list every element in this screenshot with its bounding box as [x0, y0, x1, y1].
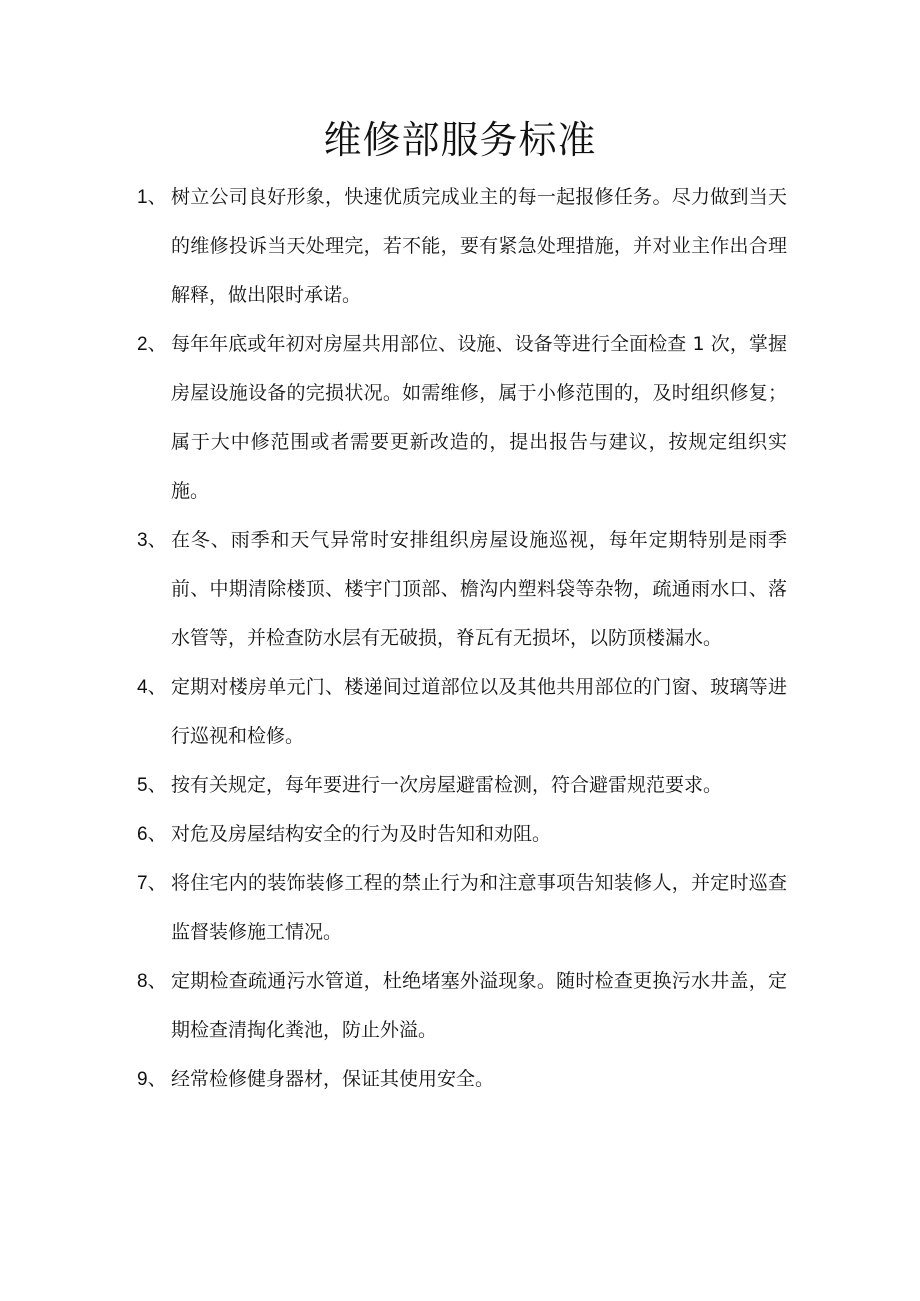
item-number: 8、	[137, 971, 167, 992]
item-text: 经常检修健身器材，保证其使用安全。	[171, 1068, 495, 1090]
item-text: 对危及房屋结构安全的行为及时告知和劝阻。	[171, 823, 552, 845]
list-item	[137, 957, 787, 1055]
item-number: 3、	[137, 530, 167, 551]
list-item	[137, 859, 787, 957]
item-text: 每年年底或年初对房屋共用部位、设施、设备等进行全面检查 1 次，掌握房屋设施设备的完损状况。如需维修，属于小修范围的，及时组织修复；属于大中修范围或者需要更新改造的，提出报告与建议，按规定组织实施。	[171, 333, 787, 502]
item-number: 2、	[137, 334, 167, 355]
list-item	[137, 173, 787, 320]
item-text: 定期对楼房单元门、楼递间过道部位以及其他共用部位的门窗、玻璃等进行巡视和检修。	[171, 676, 787, 747]
standards-list	[137, 173, 787, 1104]
item-number: 4、	[137, 677, 167, 698]
list-item	[137, 663, 787, 761]
list-item	[137, 1055, 787, 1104]
page-title: 维修部服务标准	[323, 118, 597, 162]
list-item	[137, 761, 787, 810]
item-number: 9、	[137, 1069, 167, 1090]
item-number: 1、	[137, 187, 167, 208]
item-text: 按有关规定，每年要进行一次房屋避雷检测，符合避雷规范要求。	[171, 774, 723, 796]
list-item	[137, 810, 787, 859]
item-number: 7、	[137, 873, 167, 894]
list-item	[137, 320, 787, 516]
item-number: 5、	[137, 775, 167, 796]
list-item	[137, 516, 787, 663]
item-text: 定期检查疏通污水管道，杜绝堵塞外溢现象。随时检查更换污水井盖，定期检查清掏化粪池，防止外溢。	[171, 970, 787, 1041]
item-text: 将住宅内的装饰装修工程的禁止行为和注意事项告知装修人，并定时巡查监督装修施工情况。	[171, 872, 787, 943]
item-text: 在冬、雨季和天气异常时安排组织房屋设施巡视，每年定期特别是雨季前、中期清除楼顶、楼宇门顶部、檐沟内塑料袋等杂物，疏通雨水口、落水管等，并检查防水层有无破损，脊瓦有无损坏，以防顶楼漏水。	[171, 529, 787, 649]
item-text: 树立公司良好形象，快速优质完成业主的每一起报修任务。尽力做到当天的维修投诉当天处理完，若不能，要有紧急处理措施，并对业主作出合理解释，做出限时承诺。	[171, 186, 787, 306]
item-number: 6、	[137, 824, 167, 845]
